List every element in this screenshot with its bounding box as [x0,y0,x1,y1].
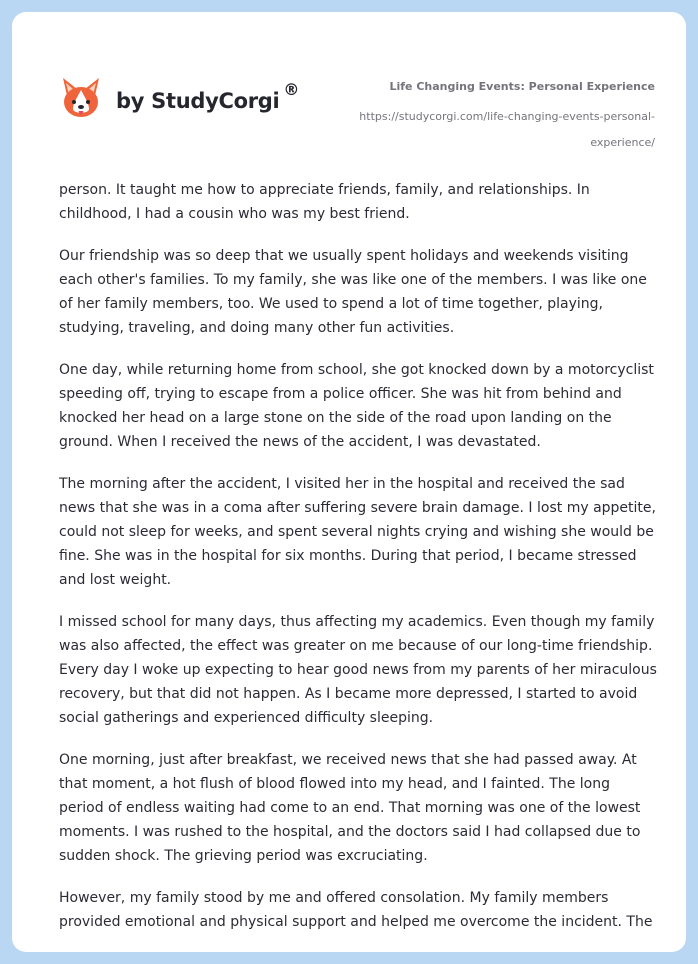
essay-paragraph [59,358,659,454]
document-url[interactable] [335,97,655,162]
paragraph-line: of her family members, too. We used to spend a lot of time together, playing, [59,296,603,312]
paragraph-line: I missed school for many days, thus affecting my academics. Even though my family [59,614,655,630]
paragraph-line: However, my family stood by me and offered consolation. My family members [59,890,609,906]
paragraph-line: period of endless waiting had come to an end. That morning was one of the lowest [59,800,641,816]
corgi-logo-icon [60,76,102,122]
paragraph-line: recovery, but that did not happen. As I became more depressed, I started to avoid [59,686,638,702]
document-url-line: https://studycorgi.com/life-changing-events-personal- [359,110,655,123]
paragraph-line: One day, while returning home from school, she got knocked down by a motorcyclist [59,362,654,378]
essay-paragraph [59,748,659,868]
paragraph-line: ground. When I received the news of the accident, I was devastated. [59,434,541,450]
studycorgi-logo[interactable] [60,76,299,122]
paragraph-line: speeding off, trying to escape from a police officer. She was hit from behind and [59,386,622,402]
paragraph-line: that moment, a hot flush of blood flowed into my head, and I fainted. The long [59,776,611,792]
paragraph-line: studying, traveling, and doing many other fun activities. [59,320,455,336]
essay-paragraph [59,886,659,934]
paragraph-line: person. It taught me how to appreciate friends, family, and relationships. In [59,182,590,198]
page-header [12,12,686,152]
paragraph-line: fine. She was in the hospital for six months. During that period, I became stressed [59,548,637,564]
document-title: Life Changing Events: Personal Experience [389,80,655,93]
paragraph-line: The morning after the accident, I visited her in the hospital and received the sad [59,476,625,492]
essay-body [59,178,659,952]
brand-name: by StudyCorgi [116,89,280,113]
registered-mark: ® [283,79,300,99]
paragraph-line: news that she was in a coma after suffering severe brain damage. I lost my appetite, [59,500,656,516]
paragraph-line: provided emotional and physical support and helped me overcome the incident. The [59,914,653,930]
essay-paragraph [59,610,659,730]
paragraph-line: moments. I was rushed to the hospital, and the doctors said I had collapsed due to [59,824,641,840]
paragraph-line: Our friendship was so deep that we usually spent holidays and weekends visiting [59,248,629,264]
essay-paragraph [59,178,659,226]
document-meta [335,80,655,162]
paragraph-line: One morning, just after breakfast, we received news that she had passed away. At [59,752,637,768]
paragraph-line: knocked her head on a large stone on the side of the road upon landing on the [59,410,612,426]
paragraph-line: sudden shock. The grieving period was excruciating. [59,848,428,864]
paragraph-line: was also affected, the effect was greater on me because of our long-time friendship. [59,638,653,654]
paragraph-line: each other's families. To my family, she was like one of the members. I was like one [59,272,647,288]
paragraph-line: childhood, I had a cousin who was my best friend. [59,206,410,222]
paragraph-line: social gatherings and experienced difficulty sleeping. [59,710,434,726]
essay-paragraph [59,244,659,340]
document-page [12,12,686,952]
document-url-line: experience/ [590,136,655,149]
paragraph-line: Every day I woke up expecting to hear good news from my parents of her miraculous [59,662,657,678]
paragraph-line: could not sleep for weeks, and spent several nights crying and wishing she would be [59,524,654,540]
paragraph-line: and lost weight. [59,572,172,588]
essay-paragraph [59,472,659,592]
